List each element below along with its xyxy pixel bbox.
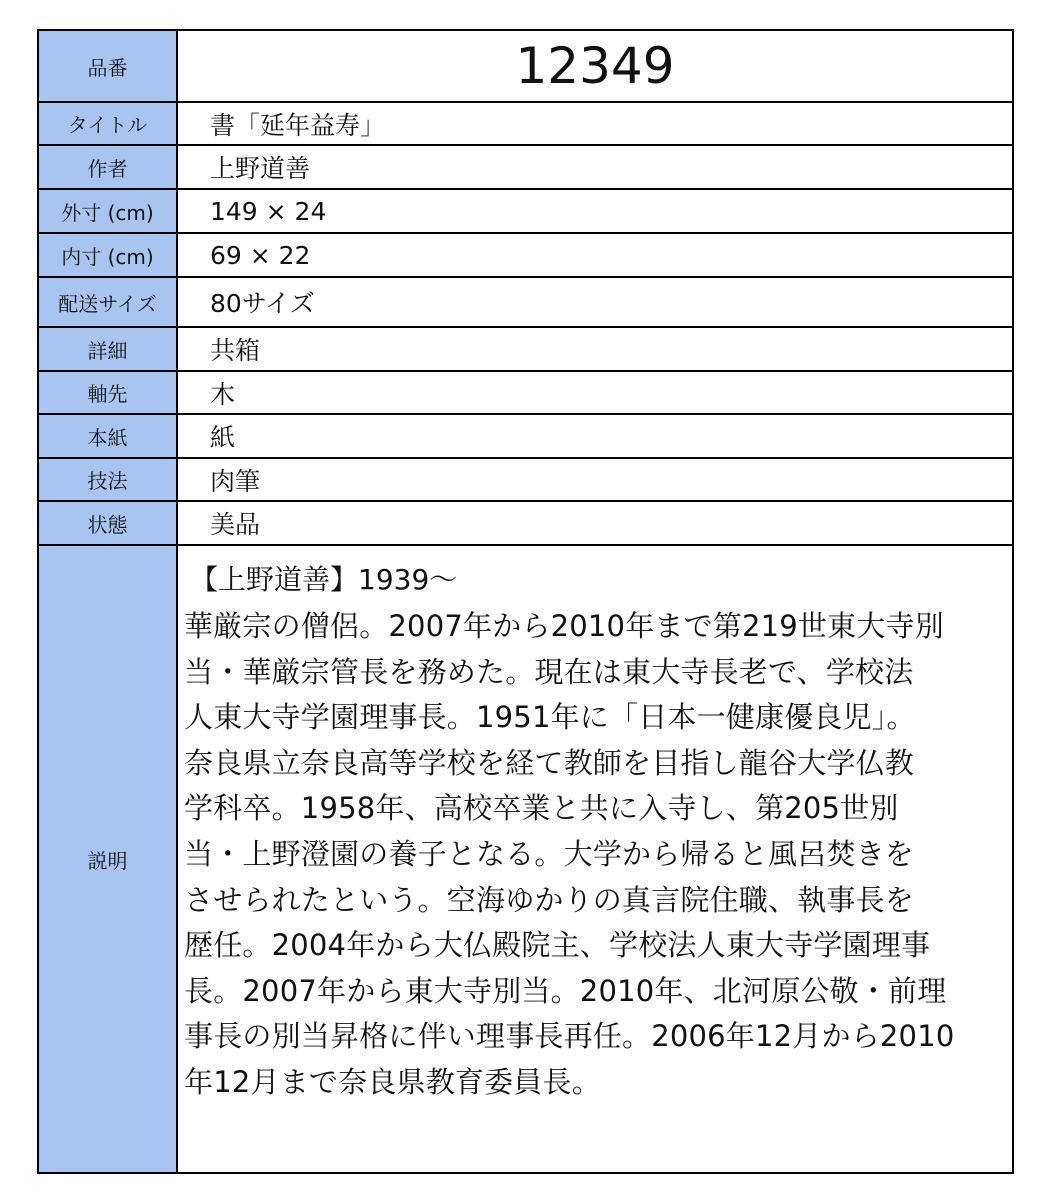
- row-details: [38, 327, 1013, 371]
- description-body: [184, 604, 1002, 1106]
- row-item-number: [38, 30, 1013, 102]
- label-description: 説明: [38, 545, 177, 1173]
- value-item-number: 12349: [177, 30, 1013, 102]
- row-shipping-size: [38, 277, 1013, 327]
- row-outer-size: [38, 189, 1013, 233]
- label-title: タイトル: [38, 102, 177, 145]
- label-material: 本紙: [38, 414, 177, 458]
- row-author: [38, 145, 1013, 189]
- value-inner-size: 69 × 22: [177, 233, 1013, 277]
- value-details: 共箱: [177, 327, 1013, 371]
- row-material: [38, 414, 1013, 458]
- row-title: [38, 102, 1013, 145]
- row-roller-end: [38, 371, 1013, 414]
- value-roller-end: 木: [177, 371, 1013, 414]
- value-shipping-size: 80サイズ: [177, 277, 1013, 327]
- description-line: 当・上野澄園の養子となる。大学から帰ると風呂焚きを: [184, 836, 915, 871]
- value-description: [177, 545, 1013, 1173]
- description-line: 当・華厳宗管長を務めた。現在は東大寺長老で、学校法: [184, 654, 914, 689]
- label-inner-size: 内寸 (cm): [38, 233, 177, 277]
- description-line: 事長の別当昇格に伴い理事長再任。2006年12月から2010: [184, 1019, 955, 1054]
- description-heading: 【上野道善】1939～: [190, 563, 458, 596]
- value-author: 上野道善: [177, 145, 1013, 189]
- description-line: 年12月まで奈良県教育委員長。: [184, 1064, 601, 1099]
- description-line: 長。2007年から東大寺別当。2010年、北河原公敬・前理: [184, 973, 947, 1008]
- value-technique: 肉筆: [177, 458, 1013, 501]
- label-author: 作者: [38, 145, 177, 189]
- row-description: [38, 545, 1013, 1173]
- row-inner-size: [38, 233, 1013, 277]
- label-item-number: 品番: [38, 30, 177, 102]
- description-line: 学科卒。1958年、高校卒業と共に入寺し、第205世別: [184, 791, 899, 826]
- value-material: 紙: [177, 414, 1013, 458]
- value-title: 書「延年益寿」: [177, 102, 1013, 145]
- label-shipping-size: 配送サイズ: [38, 277, 177, 327]
- label-details: 詳細: [38, 327, 177, 371]
- description-line: 人東大寺学園理事長。1951年に「日本一健康優良児」。: [184, 700, 916, 735]
- product-spec-table: [37, 29, 1014, 1174]
- row-condition: [38, 501, 1013, 545]
- description-line: させられたという。空海ゆかりの真言院住職、執事長を: [184, 882, 915, 917]
- label-roller-end: 軸先: [38, 371, 177, 414]
- label-condition: 状態: [38, 501, 177, 545]
- description-line: 奈良県立奈良高等学校を経て教師を目指し龍谷大学仏教: [184, 745, 915, 780]
- value-outer-size: 149 × 24: [177, 189, 1013, 233]
- value-condition: 美品: [177, 501, 1013, 545]
- row-technique: [38, 458, 1013, 501]
- description-line: 歴任。2004年から大仏殿院主、学校法人東大寺学園理事: [184, 928, 931, 963]
- label-outer-size: 外寸 (cm): [38, 189, 177, 233]
- label-technique: 技法: [38, 458, 177, 501]
- description-line: 華厳宗の僧侶。2007年から2010年まで第219世東大寺別: [184, 609, 944, 643]
